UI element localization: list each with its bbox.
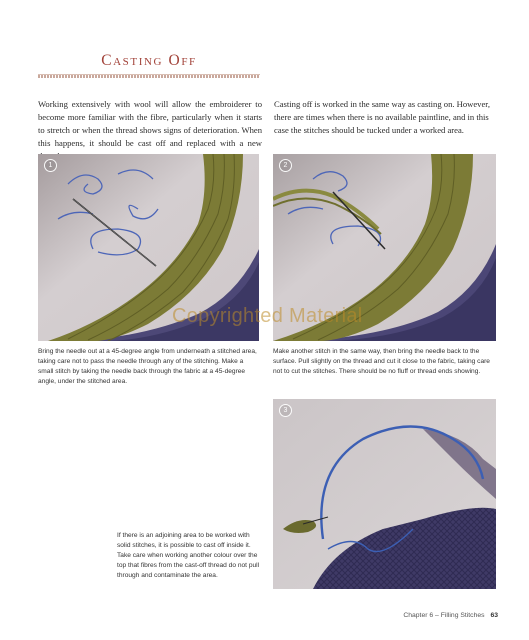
page-title: Casting Off: [101, 52, 197, 69]
step-1-number: 1: [44, 159, 57, 172]
step-1-photo: [38, 154, 259, 341]
step-2-number: 2: [279, 159, 292, 172]
page-footer: [403, 612, 498, 619]
intro-paragraph-right: Casting off is worked in the same way as casting on. However, there are times when there is no available paintline, and in this case the stitches should be tucked under a worked area.: [274, 98, 490, 135]
step-3-number: 3: [279, 404, 292, 417]
step-3-photo: [273, 399, 496, 589]
title-rule: [38, 74, 260, 78]
page-number: 63: [490, 612, 498, 619]
step-2-photo: [273, 154, 496, 341]
step-1-caption: Bring the needle out at a 45-degree angle from underneath a stitched area, taking care not to pass the needle through any of the stitching. Make a small stitch by taking the needle back through the fabric at a 45-degree angle, under the stitched area.: [38, 348, 257, 385]
step-2-caption: Make another stitch in the same way, then bring the needle back to the surface. Pull slightly on the thread and cut it close to the fabric, taking care not to cut the stitches. There should be no fluff or thread ends showing.: [273, 348, 490, 375]
intro-paragraph-left: Working extensively with wool will allow the embroiderer to become more familiar with the fibre, particularly when it starts to stretch or when the thread shows signs of deterioration. When this happens, it should be cast off and replaced with a new: [38, 98, 262, 148]
side-note: If there is an adjoining area to be worked with solid stitches, it is possible to cast off inside it. Take care when working another colour over the top that fibres from the cast-off thread do not pull through and contaminate the area.: [117, 532, 260, 579]
footer-chapter: Chapter 6 – Filling Stitches: [403, 612, 485, 619]
watermark: Copyrighted Material: [172, 305, 363, 327]
